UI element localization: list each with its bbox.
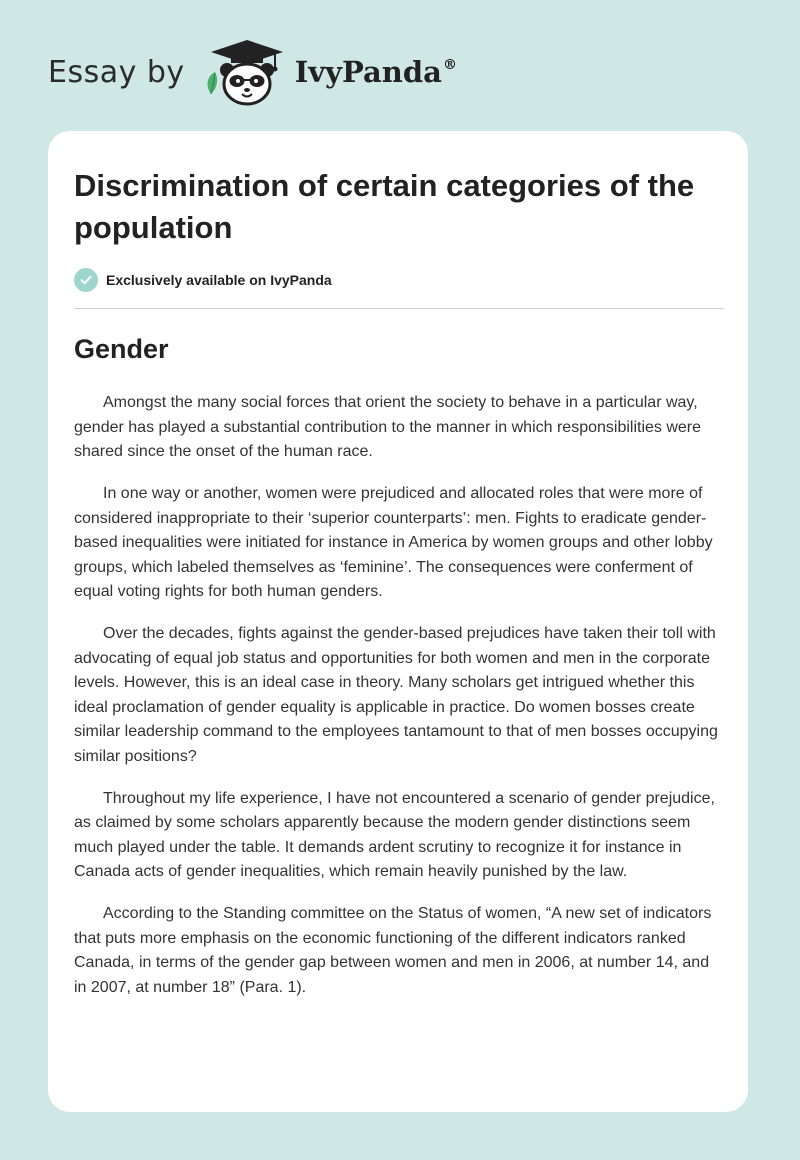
exclusive-badge-row <box>74 267 724 293</box>
paragraph: According to the Standing committee on the Status of women, “A new set of indicators that puts more emphasis on the economic functioning of the different indicators ranked Canada, in terms of the gender gap between women and men in 2006, at number 14, and in 2007, at number 18” (Para. 1). <box>74 905 712 996</box>
paragraph: In one way or another, women were prejudiced and allocated roles that were more of considered inappropriate to their ‘superior counterparts’: men. Fights to eradicate gender-based inequalities were initiated for instance in America by women groups and other lobby groups, which labeled themselves as ‘feminine’. The consequences were conferment of equal voting rights for both human genders. <box>74 485 713 600</box>
check-circle-icon <box>74 268 98 292</box>
site-header <box>48 36 457 108</box>
paragraph: Over the decades, fights against the gender-based prejudices have taken their toll with advocating of equal job status and opportunities for both women and men in the corporate levels. However, this is an ideal case in theory. Many scholars get intrigued whether this ideal proclamation of gender equality is applicable in practice. Do women bosses create similar leadership command to the employees tantamount to that of men bosses occupying similar positions? <box>74 625 718 765</box>
essay-content <box>74 131 724 1018</box>
paragraph: Amongst the many social forces that orient the society to behave in a particular way, gender has played a substantial contribution to the manner in which responsibilities were shared since the onset of the human race. <box>74 394 702 460</box>
section-heading: Gender <box>74 334 169 364</box>
essay-by-label: Essay by <box>48 54 185 90</box>
registered-mark: ® <box>442 57 457 73</box>
brand-name[interactable]: IvyPanda® <box>294 55 457 89</box>
panda-graduate-logo-icon[interactable] <box>201 36 293 108</box>
exclusive-label: Exclusively available on IvyPanda <box>106 272 332 288</box>
paragraph: Throughout my life experience, I have not encountered a scenario of gender prejudice, as claimed by some scholars apparently because the modern gender distinctions seem much played under the table. It demands ardent scrutiny to recognize it for instance in Canada acts of gender inequalities, which remain heavily punished by the law. <box>74 789 715 880</box>
essay-title: Discrimination of certain categories of the population <box>74 168 695 245</box>
divider <box>74 308 724 309</box>
essay-card <box>48 131 748 1112</box>
essay-body <box>74 391 724 1000</box>
